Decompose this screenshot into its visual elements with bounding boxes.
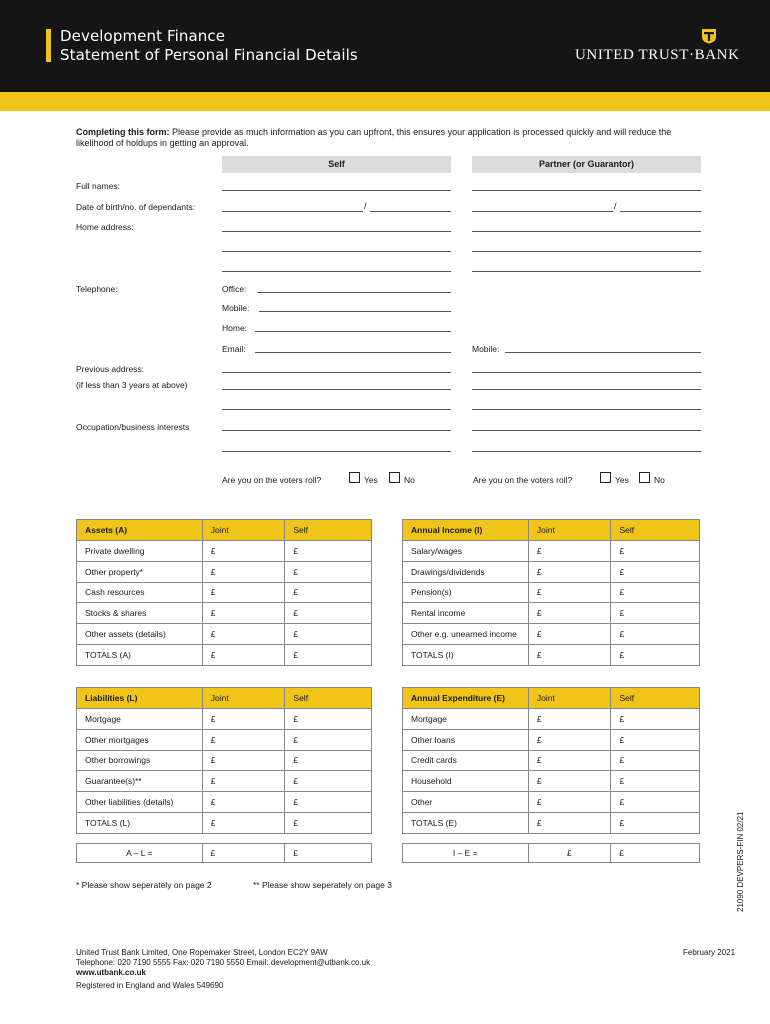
joint-amount[interactable]: £ [528,541,611,562]
joint-amount[interactable]: £ [202,541,285,562]
expenditure-table [402,687,700,834]
partner-home-address-line1[interactable] [472,231,701,232]
table-row [77,750,372,771]
joint-amount[interactable]: £ [202,624,285,645]
row-label: Credit cards [403,750,529,771]
footer-date: February 2021 [683,948,736,957]
table-row [403,709,700,730]
joint-amount[interactable]: £ [528,624,611,645]
table-row [403,603,700,624]
row-label: Private dwelling [77,541,203,562]
joint-amount[interactable]: £ [528,603,611,624]
row-label: Salary/wages [403,541,529,562]
row-label: Other e.g. unearned income [403,624,529,645]
row-label: TOTALS (I) [403,644,529,665]
row-label: Cash resources [77,582,203,603]
joint-amount[interactable]: £ [202,792,285,813]
dob-label: Date of birth/no. of dependants: [76,202,196,212]
footer-address: United Trust Bank Limited, One Ropemaker Street, London EC2Y 9AW [76,948,328,957]
table-row [77,561,372,582]
office-phone-label: Office: [222,284,247,294]
liabilities-header-row [77,688,372,709]
self-amount[interactable]: £ [285,792,372,813]
income-joint-heading: Joint [528,520,611,541]
partner-mobile-field[interactable] [505,352,701,353]
self-voters-no-checkbox[interactable] [389,472,400,483]
joint-amount[interactable]: £ [202,603,285,624]
row-label: Pension(s) [403,582,529,603]
partner-full-names-field[interactable] [472,190,701,191]
table-row [77,771,372,792]
self-email-field[interactable] [255,352,451,353]
joint-amount[interactable]: £ [202,561,285,582]
row-label: Other mortgages [77,729,203,750]
home-address-label: Home address: [76,222,134,232]
self-amount[interactable]: £ [285,603,372,624]
self-amount[interactable]: £ [611,771,700,792]
intro-body: Please provide as much information as you can upfront, this ensures your application is processed quickly and will reduce the likelihood of holdups in getting an approval. [76,127,672,148]
row-label: Other borrowings [77,750,203,771]
partner-dependants-field[interactable] [620,211,701,212]
self-previous-address-line2[interactable] [222,389,451,390]
bank-logo-icon [701,28,717,44]
table-row [403,750,700,771]
self-home-address-line2[interactable] [222,251,451,252]
row-label: Other loans [403,729,529,750]
totals-row [403,644,700,665]
net-assets-joint[interactable]: £ [202,844,285,863]
partner-dob-slash: / [614,201,617,211]
row-label: TOTALS (E) [403,812,529,833]
note-page-2: * Please show seperately on page 2 [76,880,212,890]
net-assets-summary [76,843,372,863]
home-phone-label: Home: [222,323,248,333]
row-label: Drawings/dividends [403,561,529,582]
expenditure-header-row [403,688,700,709]
row-label: Other [403,792,529,813]
net-income-joint[interactable]: £ [528,844,611,863]
occupation-label: Occupation/business interests [76,422,190,432]
table-row [403,792,700,813]
self-amount[interactable]: £ [611,729,700,750]
self-voters-no-label: No [404,475,415,485]
partner-previous-address-line3[interactable] [472,409,701,410]
table-row [403,582,700,603]
table-row [403,541,700,562]
liabilities-heading: Liabilities (L) [77,688,203,709]
assets-table [76,519,372,666]
assets-heading: Assets (A) [77,520,203,541]
self-amount[interactable]: £ [285,644,372,665]
self-voters-yes-label: Yes [364,475,378,485]
self-amount[interactable]: £ [611,792,700,813]
liabilities-joint-heading: Joint [202,688,285,709]
totals-row [77,644,372,665]
row-label: Other property* [77,561,203,582]
previous-address-label: Previous address: [76,364,145,374]
totals-row [403,812,700,833]
document-title-line1: Development Finance [60,27,226,45]
row-label: Guarantee(s)** [77,771,203,792]
joint-amount[interactable]: £ [202,582,285,603]
self-amount[interactable]: £ [611,603,700,624]
self-amount[interactable]: £ [285,541,372,562]
table-row [403,771,700,792]
self-amount[interactable]: £ [611,709,700,730]
joint-amount[interactable]: £ [202,729,285,750]
self-column-header: Self [222,156,451,173]
footer-contact: Telephone: 020 7190 5555 Fax: 020 7190 5550 Email: development@utbank.co.uk [76,958,371,967]
table-row [77,582,372,603]
header-accent-band [0,92,770,111]
self-dependants-field[interactable] [370,211,451,212]
self-amount[interactable]: £ [611,624,700,645]
row-label: TOTALS (A) [77,644,203,665]
joint-amount[interactable]: £ [528,709,611,730]
self-amount[interactable]: £ [285,709,372,730]
document-reference: 21090 DEVPERS-FIN 02/21 [736,811,745,912]
table-row [77,603,372,624]
row-label: TOTALS (L) [77,812,203,833]
self-amount[interactable]: £ [285,582,372,603]
partner-dob-field[interactable] [472,211,613,212]
net-income-summary [402,843,700,863]
mobile-phone-label: Mobile: [222,303,250,313]
table-row [403,729,700,750]
self-dob-field[interactable] [222,211,363,212]
row-label: Household [403,771,529,792]
partner-mobile-label: Mobile: [472,344,500,354]
joint-amount[interactable]: £ [528,561,611,582]
full-names-label: Full names: [76,181,120,191]
liabilities-self-heading: Self [285,688,372,709]
net-assets-self[interactable]: £ [285,844,372,863]
assets-header-row [77,520,372,541]
title-accent-bar [46,29,51,62]
self-voters-roll-question: Are you on the voters roll? [222,475,322,485]
row-label: Rental income [403,603,529,624]
self-mobile-phone-field[interactable] [259,311,451,312]
bank-logo: UNITED TRUST·BANK [575,47,740,63]
self-office-phone-field[interactable] [257,292,451,293]
self-amount[interactable]: £ [285,729,372,750]
self-amount[interactable]: £ [611,644,700,665]
self-previous-address-line3[interactable] [222,409,451,410]
partner-column-header: Partner (or Guarantor) [472,156,701,173]
self-amount[interactable]: £ [285,771,372,792]
row-label: Stocks & shares [77,603,203,624]
joint-amount[interactable]: £ [202,771,285,792]
income-heading: Annual Income (I) [403,520,529,541]
joint-amount[interactable]: £ [202,750,285,771]
self-previous-address-line1[interactable] [222,372,451,373]
partner-occupation-line1[interactable] [472,430,701,431]
joint-amount[interactable]: £ [202,709,285,730]
email-label: Email: [222,344,246,354]
self-occupation-line1[interactable] [222,430,451,431]
liabilities-table [76,687,372,834]
table-row [77,792,372,813]
self-amount[interactable]: £ [285,750,372,771]
self-amount[interactable]: £ [611,582,700,603]
joint-amount[interactable]: £ [528,771,611,792]
table-row [77,709,372,730]
partner-occupation-line2[interactable] [472,451,701,452]
row-label: Mortgage [403,709,529,730]
partner-home-address-line3[interactable] [472,271,701,272]
self-full-names-field[interactable] [222,190,451,191]
joint-amount[interactable]: £ [528,729,611,750]
assets-self-heading: Self [285,520,372,541]
self-dob-slash: / [364,201,367,211]
joint-amount[interactable]: £ [202,812,285,833]
table-row [77,729,372,750]
self-amount[interactable]: £ [611,541,700,562]
footer-website[interactable]: www.utbank.co.uk [76,968,146,977]
table-row [403,561,700,582]
net-income-self[interactable]: £ [611,844,700,863]
self-amount[interactable]: £ [285,812,372,833]
document-title-line2: Statement of Personal Financial Details [60,46,358,64]
self-amount[interactable]: £ [611,561,700,582]
assets-joint-heading: Joint [202,520,285,541]
self-voters-yes-checkbox[interactable] [349,472,360,483]
self-home-address-line3[interactable] [222,271,451,272]
joint-amount[interactable]: £ [202,644,285,665]
intro-bold: Completing this form: [76,127,170,137]
joint-amount[interactable]: £ [528,792,611,813]
income-table [402,519,700,666]
partner-home-address-line2[interactable] [472,251,701,252]
expenditure-heading: Annual Expenditure (E) [403,688,529,709]
expenditure-joint-heading: Joint [528,688,611,709]
self-amount[interactable]: £ [611,750,700,771]
row-label: Other assets (details) [77,624,203,645]
income-self-heading: Self [611,520,700,541]
self-amount[interactable]: £ [285,624,372,645]
partner-previous-address-line2[interactable] [472,389,701,390]
joint-amount[interactable]: £ [528,582,611,603]
row-label: Other liabilities (details) [77,792,203,813]
self-amount[interactable]: £ [285,561,372,582]
row-label: Mortgage [77,709,203,730]
self-home-address-line1[interactable] [222,231,451,232]
self-occupation-line2[interactable] [222,451,451,452]
partner-voters-no-label: No [654,475,665,485]
previous-address-note: (if less than 3 years at above) [76,380,188,390]
joint-amount[interactable]: £ [528,750,611,771]
joint-amount[interactable]: £ [528,644,611,665]
partner-voters-yes-label: Yes [615,475,629,485]
self-home-phone-field[interactable] [255,331,451,332]
telephone-label: Telephone: [76,284,118,294]
note-page-3: ** Please show seperately on page 3 [253,880,392,890]
intro-text [76,127,706,149]
partner-voters-yes-checkbox[interactable] [600,472,611,483]
footer-registration: Registered in England and Wales 549690 [76,981,224,990]
partner-voters-roll-question: Are you on the voters roll? [473,475,573,485]
table-row [77,624,372,645]
partner-previous-address-line1[interactable] [472,372,701,373]
net-income-label: I – E = [403,844,529,863]
income-header-row [403,520,700,541]
expenditure-self-heading: Self [611,688,700,709]
table-row [77,541,372,562]
totals-row [77,812,372,833]
table-row [403,624,700,645]
net-assets-label: A – L = [77,844,203,863]
self-amount[interactable]: £ [611,812,700,833]
joint-amount[interactable]: £ [528,812,611,833]
partner-voters-no-checkbox[interactable] [639,472,650,483]
